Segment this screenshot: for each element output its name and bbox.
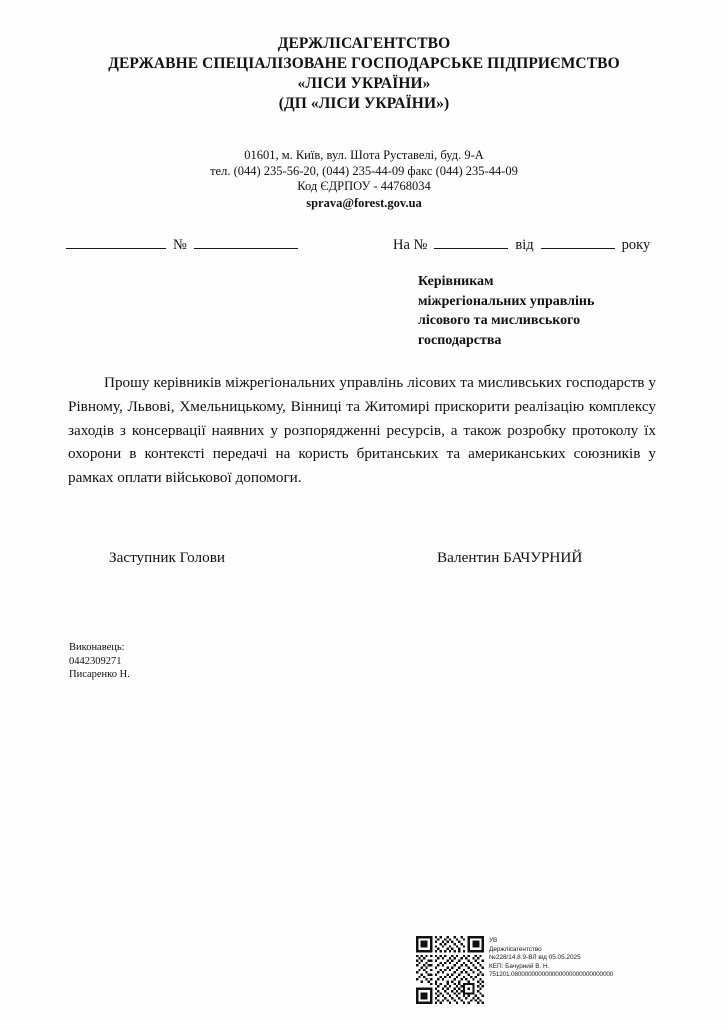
letterhead-line-1: ДЕРЖЛІСАГЕНТСТВО [277,35,451,52]
signatory-name: Валентин БАЧУРНИЙ [437,549,583,566]
executor-block [69,641,130,682]
outgoing-reference [66,234,298,254]
contact-phones: тел. (044) 235-56-20, (044) 235-44-09 факс (044) 235-44-09 [210,163,518,178]
letterhead [0,34,728,114]
stamp-line-4: КЕП: Бачурний В. Н. [489,962,550,970]
year-label: року [621,237,651,253]
outgoing-number-blank[interactable] [194,234,298,249]
number-symbol: № [173,237,187,253]
stamp-line-1: УВ [489,937,498,944]
stamp-text-block [489,936,613,980]
incoming-reference [389,234,657,254]
addressee-line-2: міжрегіональних управлінь [418,293,595,309]
contact-email: sprava@forest.gov.ua [306,195,422,210]
contact-block [0,148,728,211]
contact-edrpou: Код ЄДРПОУ - 44768034 [297,179,431,193]
stamp-line-2: Держлісагентство [489,945,542,953]
reference-line [66,234,666,256]
executor-phone: 0442309271 [69,655,122,667]
on-number-label: На № [393,237,428,253]
incoming-number-blank[interactable] [434,234,508,249]
executor-label: Виконавець: [69,642,125,653]
signatory-title: Заступник Голови [109,549,225,566]
incoming-date-blank[interactable] [541,234,615,249]
addressee-line-3: лісового та мисливського [418,313,581,328]
qr-code-icon [416,936,484,1004]
addressee-block [418,272,680,350]
date-label: від [515,237,534,253]
addressee-line-4: господарства [418,332,502,348]
signature-block [68,549,656,571]
stamp-line-3: №228/14.8.9-ВЛ від 05.05.2025 [489,954,581,962]
digital-signature-stamp [416,936,613,1004]
contact-address: 01601, м. Київ, вул. Шота Руставелі, буд. 9-А [244,148,484,162]
body-paragraph: Прошу керівників міжрегіональних управлінь лісових та мисливських господарств у Рівному, Львові, Хмельницькому, Вінниці та Житомирі прискорити реалізацію комплексу заходів з консервації наявних у розпорядженні ресурсів, а також розробку протоколу їх охорони в контексті передачі на користь британських та американських союзників у рамках оплати військової допомоги. [68,374,656,487]
stamp-serial: 751201.080000000000000000000000000000 [489,971,614,979]
letterhead-line-3: «ЛІСИ УКРАЇНИ» [297,75,431,92]
addressee-line-1: Керівникам [418,274,494,289]
outgoing-date-blank[interactable] [66,234,166,249]
letterhead-line-2: ДЕРЖАВНЕ СПЕЦІАЛІЗОВАНЕ ГОСПОДАРСЬКЕ ПІДПРИЄМСТВО [108,55,620,72]
executor-name: Писаренко Н. [69,669,130,680]
letterhead-line-4: (ДП «ЛІСИ УКРАЇНИ») [278,95,450,112]
